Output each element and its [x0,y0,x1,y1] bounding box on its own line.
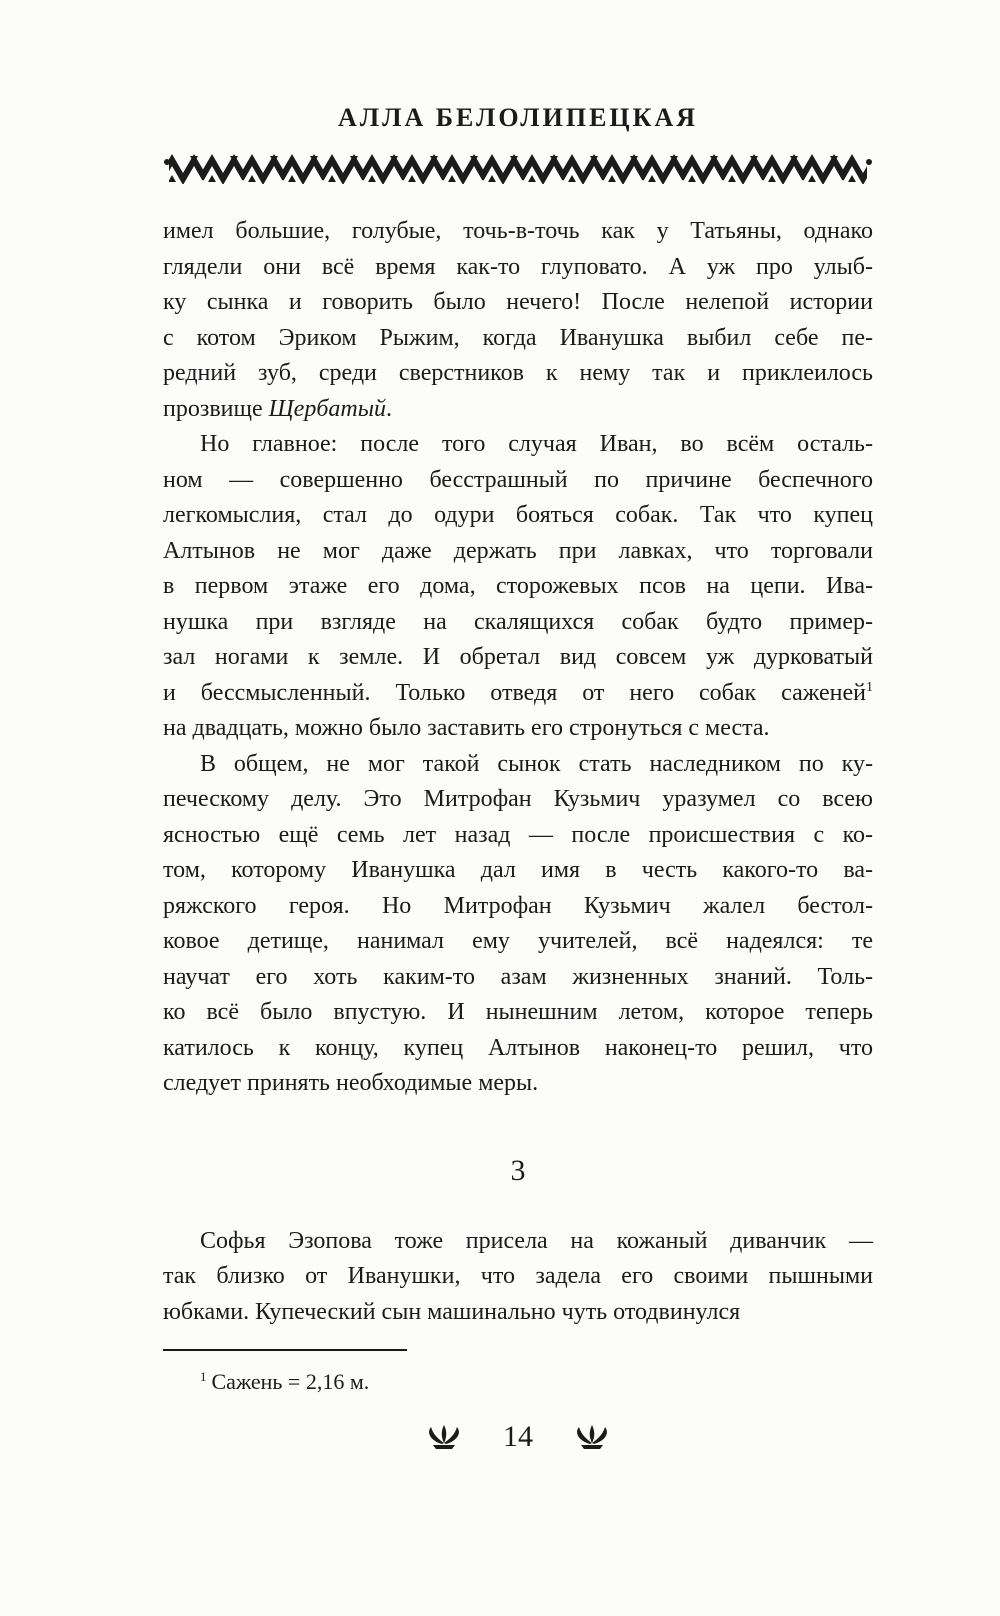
text-segment: Но главное: после того случая Иван, во всём осталь- [200,431,873,457]
text-line [163,747,873,783]
text-segment: научат его хоть каким-то азам жизненных знаний. Толь- [163,963,873,990]
text-line [163,1224,873,1260]
text-segment: ряжского героя. Но Митрофан Кузьмич жалел бестол- [163,892,873,919]
text-segment: глядели они всё время как-то глуповато. А уж про улыб- [163,253,873,280]
text-segment: редний зуб, среди сверстников к нему так и приклеилось [163,360,873,386]
text-line [163,214,873,250]
text-line [163,498,873,534]
paragraph [163,747,873,1102]
zigzag-ornament [163,154,873,184]
text-segment: Алтынов не мог даже держать при лавках, что торговали [163,537,873,564]
text-segment: В общем, не мог такой сынок стать наследником по ку- [200,750,873,777]
text-segment: зал ногами к земле. И обретал вид совсем уж дурковатый [163,644,873,670]
paragraph [163,427,873,747]
text-line [163,427,873,463]
text-line [163,250,873,286]
text-line [163,1066,873,1102]
paragraph [163,1224,873,1331]
text-segment: в первом этаже его дома, сторожевых псов на цепи. Ива- [163,573,873,599]
text-segment: ко всё было впустую. И нынешним летом, которое теперь [163,999,873,1025]
text-segment: так близко от Иванушки, что задела его своими пышными [163,1263,873,1289]
text-segment: ковое детище, нанимал ему учителей, всё надеялся: те [163,928,873,954]
text-segment: на двадцать, можно было заставить его стронуться с места. [163,715,770,741]
text-line [163,605,873,641]
text-line [163,1259,873,1295]
text-segment: Софья Эзопова тоже присела на кожаный диванчик — [200,1227,873,1254]
section-number: 3 [510,1153,526,1187]
text-segment: и бессмысленный. Только отведя от него собак саженей [163,679,866,706]
footnote-separator [163,1349,407,1351]
text-line [163,463,873,499]
page-number: 14 [503,1420,533,1453]
text-line [163,818,873,854]
text-line [163,924,873,960]
text-segment: с котом Эриком Рыжим, когда Иванушка выбил себе пе- [163,324,873,351]
footnote-text: Сажень = 2,16 м. [211,1369,370,1394]
text-line [163,569,873,605]
paragraph [163,214,873,427]
text-line [163,534,873,570]
text-line [163,782,873,818]
author-header: АЛЛА БЕЛОЛИПЕЦКАЯ [337,103,699,132]
text-segment: том, которому Иванушка дал имя в честь какого-то ва- [163,857,873,883]
text-segment: имел большие, голубые, точь-в-точь как у Татьяны, однако [163,218,873,244]
zigzag-band-icon [163,154,873,184]
text-line [163,960,873,996]
text-segment: легкомыслия, стал до одури бояться собак. Так что купец [163,502,873,528]
text-segment: прозвище [163,395,269,422]
page-footer [163,1420,873,1454]
text-line [163,676,873,712]
page-content [163,214,873,1330]
text-segment: следует принять необходимые меры. [163,1070,539,1096]
floral-ornament-icon [569,1424,615,1450]
text-segment: печескому делу. Это Митрофан Кузьмич уразумел со всею [163,786,873,812]
text-line [163,995,873,1031]
text-line [163,711,873,747]
text-line [163,889,873,925]
text-segment: ном — совершенно бесстрашный по причине беспечного [163,466,873,493]
text-line [163,285,873,321]
text-segment: Щербатый [268,395,386,422]
text-line [163,1031,873,1067]
text-segment: ясностью ещё семь лет назад — после происшествия с ко- [163,821,873,848]
text-segment: катилось к концу, купец Алтынов наконец-то решил, что [163,1034,873,1061]
footnote [163,1368,873,1396]
text-line [163,392,873,428]
text-line [163,1295,873,1331]
text-line [163,321,873,357]
footnote-marker: 1 [200,1368,207,1384]
text-segment: ку сынка и говорить было нечего! После нелепой истории [163,289,873,315]
text-line [163,640,873,676]
text-line [163,356,873,392]
floral-ornament-icon [421,1424,467,1450]
text-segment: юбками. Купеческий сын машинально чуть отодвинулся [163,1298,741,1325]
text-line [163,853,873,889]
text-segment: . [385,395,392,422]
footnote-reference: 1 [866,679,873,695]
text-segment: нушка при взгляде на скалящихся собак будто пример- [163,608,873,635]
